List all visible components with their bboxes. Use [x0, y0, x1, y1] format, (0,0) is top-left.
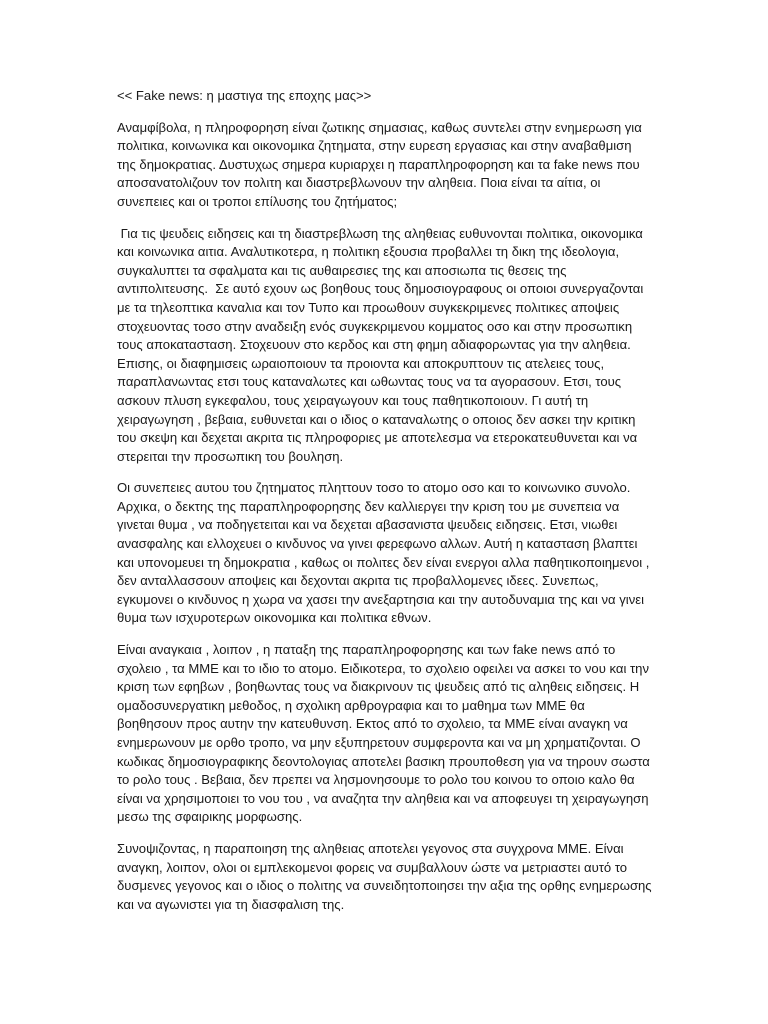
document-body [117, 87, 656, 927]
document-title: << Fake news: η μαστιγα της εποχης μας>> [117, 88, 372, 103]
paragraph-causes: Για τις ψευδεις ειδησεις και τη διαστρεβλωση της αληθειας ευθυνονται πολιτικα, οικονομικα και κοινωνικα αιτια. Αναλυτικοτερα, η πολιτικη εξουσια προβαλλει τη δικη της ιδεολογια, συγκαλυπτει τα σφαλματα και τις αυθαιρεσιες της και αποσιωπα τις θεσεις της αντιπολιτευσης. Σε αυτό εχουν ως βοηθους τους δημοσιογραφους οι οποιοι συνεργαζονται με τα τηλεοπτικα καναλια και τον Τυπο και προωθουν συγκεκριμενες πολιτικες αποψεις στοχευοντας τοσο στην αναδειξη ενός συγκεκριμενου κομματος οσο και στην προσωπικη τους αποκατασταση. Στοχευουν στο κερδος και στη φημη αδιαφορωντας για την αληθεια. Επισης, οι διαφημισεις ωραιοποιουν τα προιοντα και αποκρυπτουν τις ατελειες τους, παραπλανωντας ετσι τους καταναλωτες και ωθωντας τους να τα αγορασουν. Ετσι, τους ασκουν πλυση εγκεφαλου, τους χειραγωγουν και τους παθητικοποιουν. Γι αυτή τη χειραγωγηση , βεβαια, ευθυνεται και ο ιδιος ο καταναλωτης ο οποιος δεν ασκει την κριτικη του σκεψη και δεχεται ακριτα τις πληροφοριες με αποτελεσμα να ετεροκατευθυνεται και να στερειται την προσωπικη του βουληση. [117, 225, 647, 464]
paragraph-conclusion: Συνοψιζοντας, η παραποιηση της αληθειας αποτελει γεγονος στα συγχρονα ΜΜΕ. Είναι αναγκη, λοιπον, ολοι οι εμπλεκομενοι φορεις να συμβαλλουν ώστε να μετριαστει αυτό το δυσμενες γεγονος και ο ιδιος ο πολιτης να συνειδητοποιησει την αξια της ορθης ενημερωσης και να αγωνιστει για τη διασφαλιση της. [117, 840, 656, 912]
paragraph-solutions: Είναι αναγκαια , λοιπον , η παταξη της παραπληροφορησης και των fake news από το σχολειο , τα ΜΜΕ και το ιδιο το ατομο. Ειδικοτερα, το σχολειο οφειλει να ασκει το νου και την κριση των εφηβων , βοηθωντας τους να διακρινουν τις ψευδεις από τις αληθεις ειδησεις. Η ομαδοσυνεργατικη μεθοδος, η σχολικη αρθρογραφια και το μαθημα των ΜΜΕ θα βοηθησουν προς αυτην την κατευθυνση. Εκτος από το σχολειο, τα ΜΜΕ είναι αναγκη να ενημερωνουν με ορθο τροπο, να μην εξυπηρετουν συμφεροντα και να μη χρηματιζονται. Ο κωδικας δημοσιογραφικης δεοντολογιας αποτελει βασικη προυποθεση για να τηρουν σωστα το ρολο τους . Βεβαια, δεν πρεπει να λησμονησουμε το ρολο του κοινου το οποιο καλο θα είναι να χρησιμοποιει το νου του , να αναζητα την αληθεια και να αποφευγει τη χειραγωγηση μεσω της σφαιρικης μορφωσης. [117, 642, 654, 825]
paragraph-consequences: Οι συνεπειες αυτου του ζητηματος πληττουν τοσο το ατομο οσο και το κοινωνικο συνολο. Αρχικα, ο δεκτης της παραπληροφορησης δεν καλλιεργει την κριση του με συνεπεια να γινεται θυμα , να ποδηγετειται και να δεχεται αβασανιστα ψευδεις ειδησεις. Ετσι, νιωθει ανασφαλης και ελλοχευει ο κινδυνος να γινει φερεφωνο αλλων. Αυτή η κατασταση βλαπτει και υπονομευει τη δημοκρατια , καθως οι πολιτες δεν είναι ενεργοι αλλα παθητικοποιημενοι , δεν ανταλλασσουν αποψεις και δεχονται ακριτα τις προβαλλομενες ιδεες. Συνεπως, εγκυμονει ο κινδυνος η χωρα να χασει την ανεξαρτησια και την αυτοδυναμια της και να γινει θυμα των ισχυροτερων οικονομικα και πολιτικα εθνων. [117, 480, 654, 626]
paragraph-introduction: Αναμφίβολα, η πληροφορηση είναι ζωτικης σημασιας, καθως συντελει στην ενημερωση για πολιτικα, κοινωνικα και οικονομικα ζητηματα, στην ευρεση εργασιας και στην αναβαθμιση της δημοκρατιας. Δυστυχως σημερα κυριαρχει η παραπληροφορηση και τα fake news που αποσανατολιζουν τον πολιτη και διαστρεβλωνουν την αληθεια. Ποια είναι τα αίτια, οι συνεπειες και οι τροποι επίλυσης του ζητήματος; [117, 119, 646, 209]
